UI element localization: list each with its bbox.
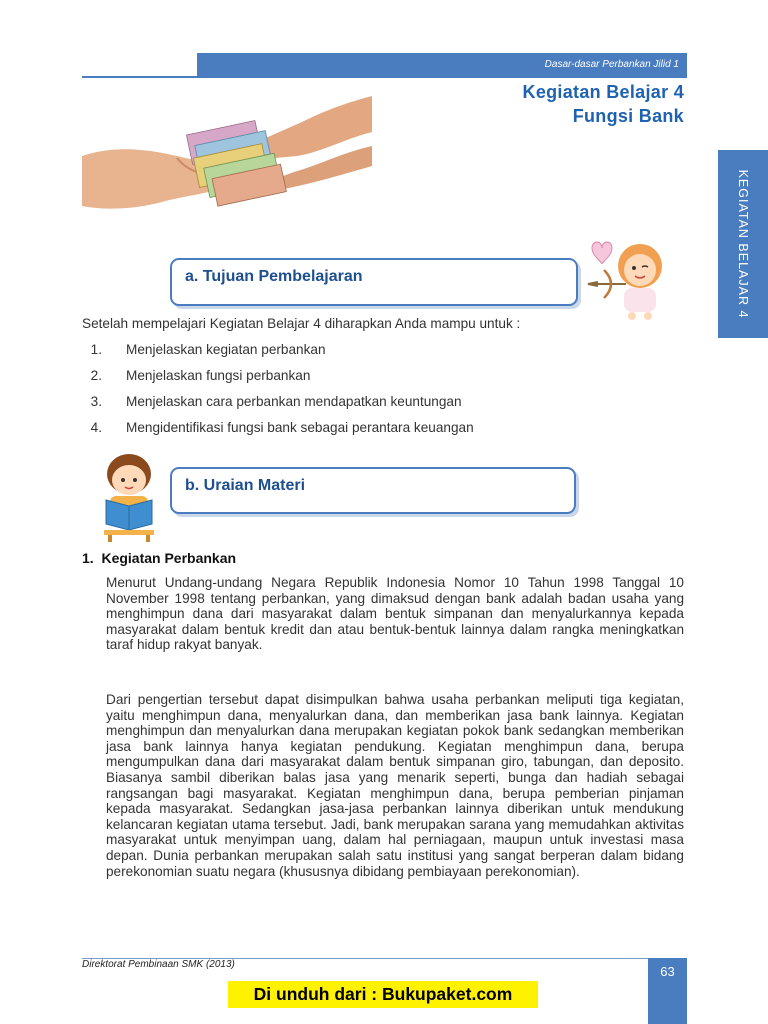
- list-item: [82, 342, 682, 358]
- objectives-intro: Setelah mempelajari Kegiatan Belajar 4 diharapkan Anda mampu untuk :: [82, 316, 521, 331]
- book-title: Dasar-dasar Perbankan Jilid 1: [544, 59, 679, 70]
- paragraph-1: Menurut Undang-undang Negara Republik Indonesia Nomor 10 Tahun 1998 Tanggal 10 November 1998 tentang perbankan, yang dimaksud dengan bank adalah badan usaha yang menghimpun dana dari masyarakat dalam bentuk simpanan dan menyalurkannya kepada masyarakat dalam bentuk kredit dan atau bentuk-bentuk lainnya dalam rangka meningkatkan taraf hidup rakyat banyak.: [106, 575, 684, 653]
- list-item: [82, 420, 682, 436]
- list-item: [82, 394, 682, 410]
- reading-child-illustration: [98, 450, 160, 542]
- section-b-title: b. Uraian Materi: [185, 477, 306, 494]
- cupid-illustration: [584, 236, 674, 322]
- section-a-box: [170, 258, 578, 306]
- page-number: 63: [648, 958, 687, 1024]
- list-item: [82, 368, 682, 384]
- activity-title: Kegiatan Belajar 4: [522, 82, 684, 102]
- section-b-box: [170, 467, 576, 514]
- side-tab-label: KEGIATAN BELAJAR 4: [736, 169, 750, 319]
- list-item-number: 4.: [90, 420, 102, 435]
- header-bar: [197, 53, 687, 77]
- list-item-text: Menjelaskan cara perbankan mendapatkan keuntungan: [126, 394, 462, 409]
- list-item-number: 2.: [90, 368, 102, 383]
- list-item-number: 1.: [90, 342, 102, 357]
- header-rule: [82, 76, 687, 78]
- list-item-number: 3.: [90, 394, 102, 409]
- list-item-text: Mengidentifikasi fungsi bank sebagai perantara keuangan: [126, 420, 474, 435]
- paragraph-2: Dari pengertian tersebut dapat disimpulkan bahwa usaha perbankan meliputi tiga kegiatan, yaitu menghimpun dana, menyalurkan dana, dan memberikan jasa bank lainnya. Kegiatan menghimpun dan menyalurkan dana merupakan kegiatan pokok bank sedangkan memberikan jasa bank lainnya hanya kegiatan pendukung. Kegiatan menghimpun dana, berupa mengumpulkan dana dari masyarakat dalam bentuk simpanan giro, tabungan, dan deposito. Biasanya sambil diberikan balas jasa yang menarik seperti, bunga dan hadiah sebagai rangsangan bagi masyarakat. Kegiatan menghimpun dana, berupa pemberian pinjaman kepada masyarakat. Sedangkan jasa-jasa perbankan lainnya diberikan untuk mendukung kelancaran kegiatan utama tersebut. Jadi, bank merupakan sarana yang memudahkan aktivitas masyarakat untuk menyimpan uang, dalam hal perniagaan, maupun untuk investasi masa depan. Dunia perbankan merupakan salah satu institusi yang sangat berperan dalam bidang perekonomian suatu negara (khususnya dibidang pembiayaan perekonomian).: [106, 692, 684, 879]
- list-item-text: Menjelaskan kegiatan perbankan: [126, 342, 326, 357]
- list-item-text: Menjelaskan fungsi perbankan: [126, 368, 311, 383]
- money-exchange-image: [82, 86, 372, 214]
- section-a-title: a. Tujuan Pembelajaran: [185, 268, 363, 285]
- side-tab: [718, 150, 768, 338]
- content-heading: 1. Kegiatan Perbankan: [82, 550, 237, 566]
- footer-publisher: Direktorat Pembinaan SMK (2013): [82, 959, 235, 970]
- download-note: Di unduh dari : Bukupaket.com: [228, 981, 538, 1008]
- activity-subtitle: Fungsi Bank: [572, 106, 684, 126]
